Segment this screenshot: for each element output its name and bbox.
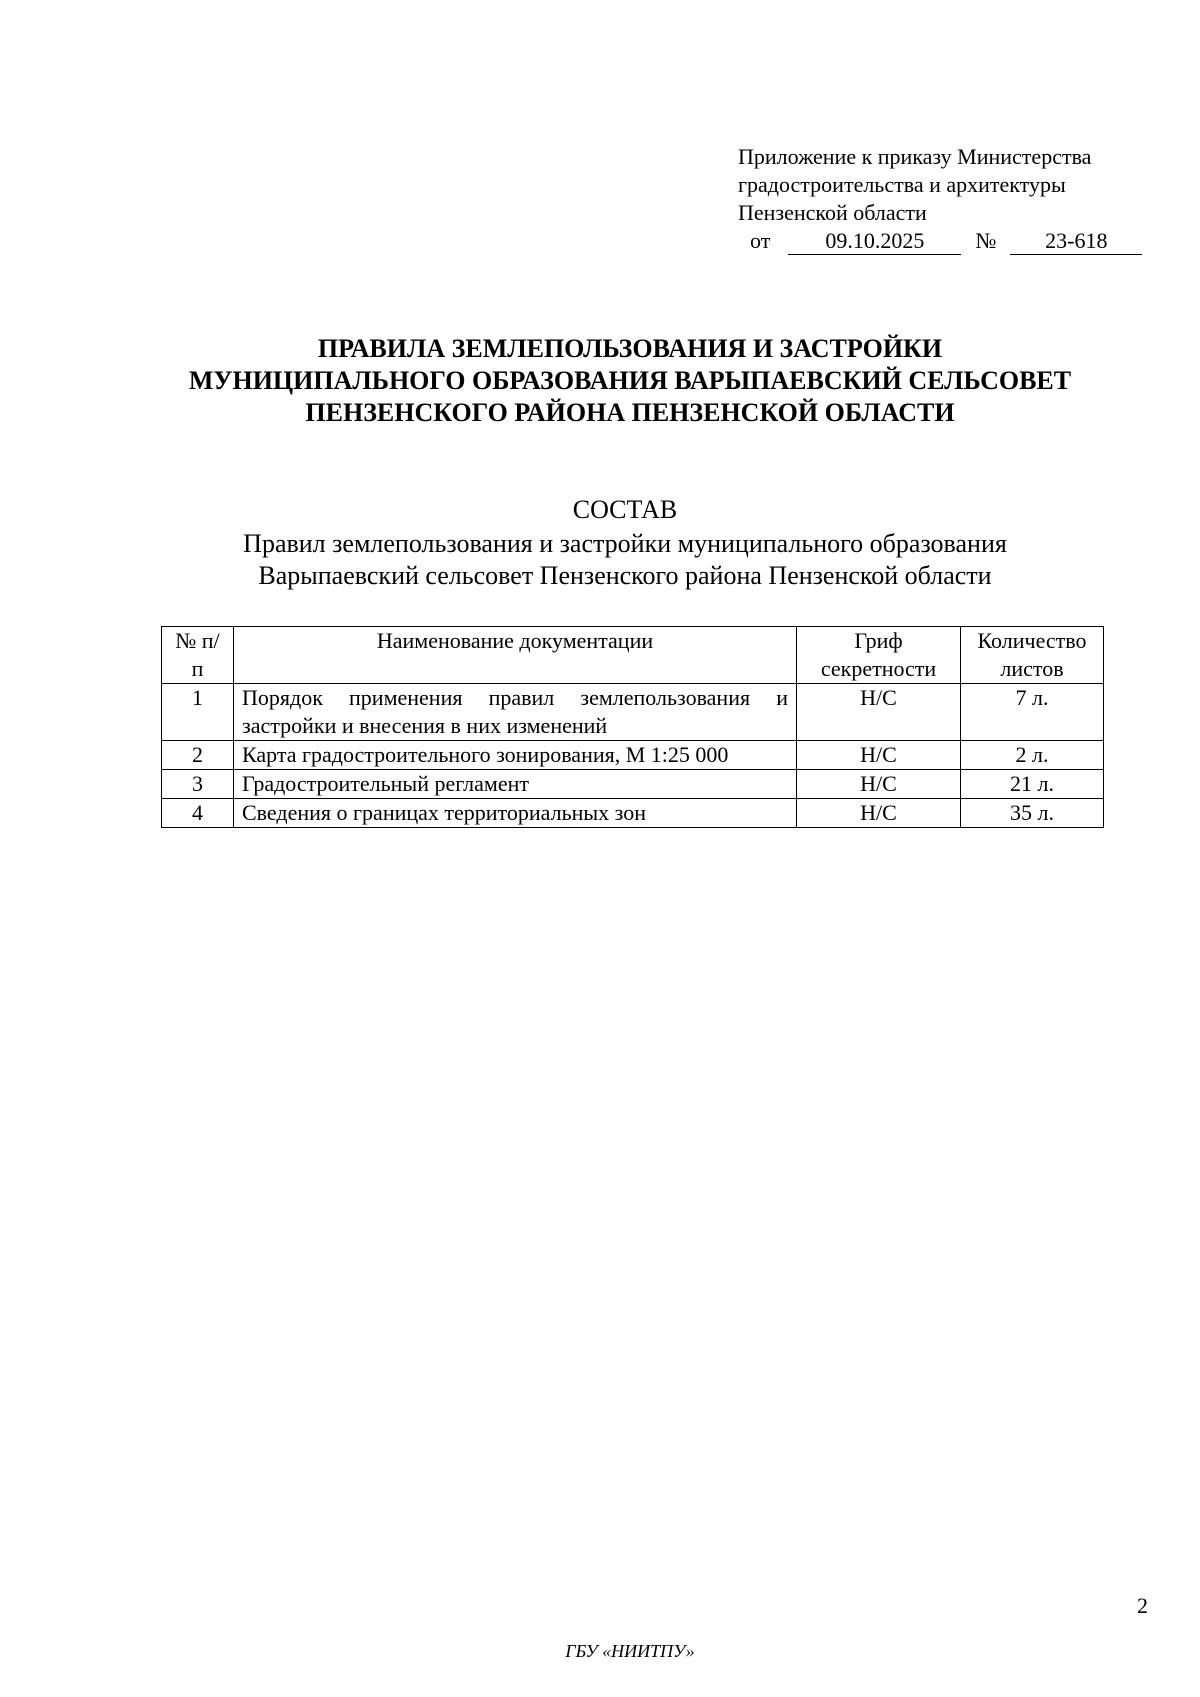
appendix-block — [738, 143, 1142, 255]
row-num: 1 — [162, 684, 234, 741]
row-sheets: 2 л. — [961, 741, 1104, 770]
documents-table — [161, 626, 1104, 828]
row-num: 2 — [162, 741, 234, 770]
number-sign: № — [975, 228, 997, 253]
table-row — [162, 799, 1104, 828]
row-secrecy: Н/С — [797, 741, 961, 770]
subtitle-line-1: Правил землепользования и застройки муниципального образования — [243, 529, 1007, 558]
title-line-2: МУНИЦИПАЛЬНОГО ОБРАЗОВАНИЯ ВАРЫПАЕВСКИЙ СЕЛЬСОВЕТ — [188, 366, 1072, 395]
order-date-line — [750, 227, 1142, 255]
title-line-1: ПРАВИЛА ЗЕМЛЕПОЛЬЗОВАНИЯ И ЗАСТРОЙКИ — [317, 334, 943, 363]
row-sheets: 35 л. — [961, 799, 1104, 828]
composition-subtitle — [0, 528, 1200, 592]
row-secrecy: Н/С — [797, 799, 961, 828]
row-num: 3 — [162, 770, 234, 799]
header-sheets: Количество листов — [961, 627, 1104, 684]
title-line-3: ПЕНЗЕНСКОГО РАЙОНА ПЕНЗЕНСКОЙ ОБЛАСТИ — [305, 398, 955, 427]
row-secrecy: Н/С — [797, 770, 961, 799]
row-sheets: 7 л. — [961, 684, 1104, 741]
table-header-row — [162, 627, 1104, 684]
order-date: 09.10.2025 — [788, 228, 961, 255]
composition-heading: СОСТАВ — [572, 495, 678, 524]
row-name: Сведения о границах территориальных зон — [234, 799, 797, 828]
row-num: 4 — [162, 799, 234, 828]
header-name: Наименование документации — [234, 627, 797, 684]
row-secrecy: Н/С — [797, 684, 961, 741]
appendix-line-1: Приложение к приказу Министерства — [738, 144, 1092, 169]
row-sheets: 21 л. — [961, 770, 1104, 799]
row-name: Карта градостроительного зонирования, М 1:25 000 — [234, 741, 797, 770]
order-number: 23-618 — [1010, 228, 1142, 255]
page-number: 2 — [1137, 1593, 1148, 1618]
header-secrecy: Гриф секретности — [797, 627, 961, 684]
from-label: от — [750, 228, 771, 253]
appendix-line-2: градостроительства и архитектуры — [738, 172, 1066, 197]
subtitle-line-2: Варыпаевский сельсовет Пензенского района Пензенской области — [258, 561, 992, 590]
table-row — [162, 741, 1104, 770]
row-name: Порядок применения правил землепользования и застройки и внесения в них изменений — [234, 684, 797, 741]
footer-organization: ГБУ «НИИТПУ» — [565, 1641, 695, 1661]
table-row — [162, 684, 1104, 741]
table-row — [162, 770, 1104, 799]
appendix-line-3: Пензенской области — [738, 200, 927, 225]
document-title — [0, 333, 1200, 429]
row-name: Градостроительный регламент — [234, 770, 797, 799]
header-num: № п/п — [162, 627, 234, 684]
